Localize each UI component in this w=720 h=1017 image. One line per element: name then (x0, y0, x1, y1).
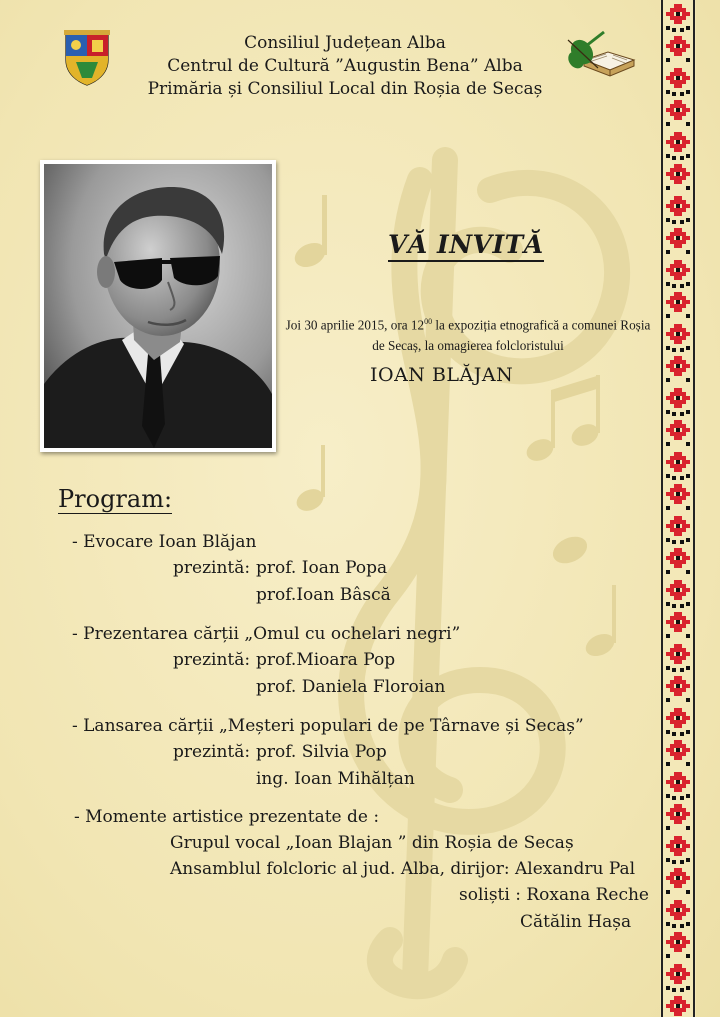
event-details: la expoziția etnografică a comunei Roșia de Secaș, la omagierea folcloristului (372, 317, 651, 354)
portrait-image (44, 164, 272, 448)
program-item-1-presenter-label: prezintă: (173, 558, 251, 578)
header-line-county-council: Consiliul Județean Alba (244, 33, 446, 53)
event-description (282, 311, 654, 356)
program-artistic-soloists: soliști : Roxana Reche (459, 885, 649, 905)
program-artistic-label: - Momente artistice prezentate de : (74, 807, 380, 827)
program-item-2-label: - Prezentarea cărții „Omul cu ochelari negri” (72, 624, 461, 644)
program-item-3-presenter-1: prof. Silvia Pop (256, 742, 387, 762)
program-item-3-label: - Lansarea cărții „Meșteri populari de pe Târnave și Secaș” (72, 716, 584, 736)
invitation-title: VĂ INVITĂ (388, 230, 544, 262)
program-item-1-label: - Evocare Ioan Blăjan (72, 532, 257, 552)
folk-embroidery-border (660, 0, 696, 1017)
program-heading: Program: (58, 485, 173, 513)
program-item-3-presenter-2: ing. Ioan Mihălțan (256, 769, 415, 789)
portrait-photo (40, 160, 276, 452)
county-crest-icon (62, 30, 112, 86)
program-artistic-ensemble: Ansamblul folcloric al jud. Alba, dirijor: Alexandru Pal (170, 859, 636, 879)
header-line-local-council: Primăria și Consiliul Local din Roșia de Secaș (147, 79, 543, 99)
program-item-2-presenter-2: prof. Daniela Floroian (256, 677, 446, 697)
program-item-1-presenter-1: prof. Ioan Popa (256, 558, 388, 578)
honoree-name: IOAN BLĂJAN (370, 364, 514, 386)
program-artistic-group: Grupul vocal „Ioan Blajan ” din Roșia de Secaș (170, 833, 574, 853)
program-item-1-presenter-2: prof.Ioan Bâscă (256, 585, 391, 605)
program-item-2-presenter-label: prezintă: (173, 650, 251, 670)
event-date-time: Joi 30 aprilie 2015, ora 12 (285, 317, 425, 333)
header-organizers (110, 32, 580, 101)
program-item-3-presenter-label: prezintă: (173, 742, 251, 762)
header-line-culture-center: Centrul de Cultură ”Augustin Bena” Alba (167, 56, 523, 76)
event-time-minutes: 00 (424, 317, 433, 326)
program-artistic-soloist-2: Cătălin Hașa (520, 912, 632, 932)
program-item-2-presenter-1: prof.Mioara Pop (256, 650, 396, 670)
